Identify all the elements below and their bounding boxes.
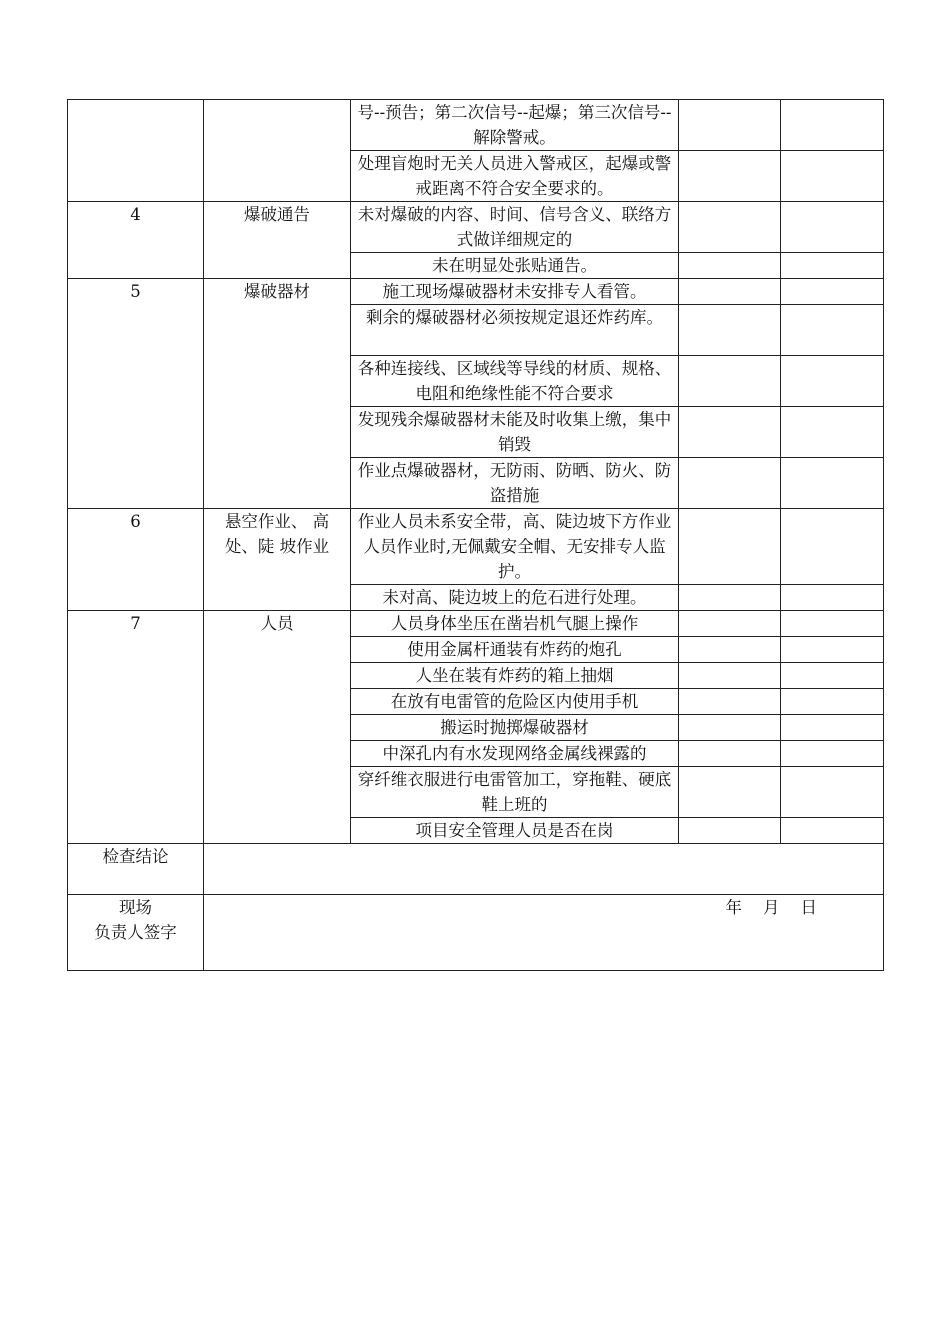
check-item: 未对高、陡边坡上的危石进行处理。 xyxy=(351,585,679,611)
table-row xyxy=(68,100,884,151)
table-row xyxy=(68,202,884,253)
remark-cell[interactable] xyxy=(781,767,884,818)
signature-field[interactable] xyxy=(204,895,884,971)
result-cell[interactable] xyxy=(679,305,781,356)
remark-cell[interactable] xyxy=(781,151,884,202)
remark-cell[interactable] xyxy=(781,279,884,305)
table-row xyxy=(68,611,884,637)
check-item: 人坐在装有炸药的箱上抽烟 xyxy=(351,663,679,689)
conclusion-field[interactable] xyxy=(204,844,884,895)
result-cell[interactable] xyxy=(679,689,781,715)
remark-cell[interactable] xyxy=(781,663,884,689)
remark-cell[interactable] xyxy=(781,509,884,585)
signature-label-line2: 负责人签字 xyxy=(94,923,177,942)
result-cell[interactable] xyxy=(679,741,781,767)
remark-cell[interactable] xyxy=(781,458,884,509)
section-category: 悬空作业、 高处、陡 坡作业 xyxy=(204,509,351,611)
check-item: 未在明显处张贴通告。 xyxy=(351,253,679,279)
remark-cell[interactable] xyxy=(781,818,884,844)
signature-row xyxy=(68,895,884,971)
check-item: 施工现场爆破器材未安排专人看管。 xyxy=(351,279,679,305)
check-item: 中深孔内有水发现网络金属线裸露的 xyxy=(351,741,679,767)
section-category: 爆破通告 xyxy=(204,202,351,279)
section-number: 5 xyxy=(68,279,204,509)
table-row xyxy=(68,279,884,305)
check-item: 作业点爆破器材，无防雨、防晒、防火、防盗措施 xyxy=(351,458,679,509)
date-text: 年 月 日 xyxy=(725,898,817,917)
conclusion-row xyxy=(68,844,884,895)
result-cell[interactable] xyxy=(679,715,781,741)
section-category xyxy=(204,100,351,202)
signature-label-line1: 现场 xyxy=(119,898,152,917)
check-item: 处理盲炮时无关人员进入警戒区，起爆或警戒距离不符合安全要求的。 xyxy=(351,151,679,202)
remark-cell[interactable] xyxy=(781,689,884,715)
section-category: 人员 xyxy=(204,611,351,844)
remark-cell[interactable] xyxy=(781,100,884,151)
check-item: 穿纤维衣服进行电雷管加工，穿拖鞋、硬底鞋上班的 xyxy=(351,767,679,818)
result-cell[interactable] xyxy=(679,253,781,279)
result-cell[interactable] xyxy=(679,202,781,253)
remark-cell[interactable] xyxy=(781,585,884,611)
remark-cell[interactable] xyxy=(781,741,884,767)
remark-cell[interactable] xyxy=(781,305,884,356)
check-item: 项目安全管理人员是否在岗 xyxy=(351,818,679,844)
signature-label xyxy=(68,895,204,971)
result-cell[interactable] xyxy=(679,279,781,305)
check-item: 剩余的爆破器材必须按规定退还炸药库。 xyxy=(351,305,679,356)
result-cell[interactable] xyxy=(679,818,781,844)
check-item: 作业人员未系安全带，高、陡边坡下方作业人员作业时,无佩戴安全帽、无安排专人监护。 xyxy=(351,509,679,585)
result-cell[interactable] xyxy=(679,637,781,663)
inspection-table xyxy=(67,99,884,971)
check-item: 使用金属杆通装有炸药的炮孔 xyxy=(351,637,679,663)
section-number: 4 xyxy=(68,202,204,279)
remark-cell[interactable] xyxy=(781,253,884,279)
result-cell[interactable] xyxy=(679,767,781,818)
remark-cell[interactable] xyxy=(781,637,884,663)
result-cell[interactable] xyxy=(679,458,781,509)
section-number xyxy=(68,100,204,202)
remark-cell[interactable] xyxy=(781,611,884,637)
check-item: 号--预告；第二次信号--起爆；第三次信号--解除警戒。 xyxy=(351,100,679,151)
check-item: 发现残余爆破器材未能及时收集上缴，集中销毁 xyxy=(351,407,679,458)
section-category: 爆破器材 xyxy=(204,279,351,509)
check-item: 未对爆破的内容、时间、信号含义、联络方式做详细规定的 xyxy=(351,202,679,253)
result-cell[interactable] xyxy=(679,611,781,637)
result-cell[interactable] xyxy=(679,100,781,151)
check-item: 各种连接线、区域线等导线的材质、规格、电阻和绝缘性能不符合要求 xyxy=(351,356,679,407)
result-cell[interactable] xyxy=(679,356,781,407)
result-cell[interactable] xyxy=(679,509,781,585)
result-cell[interactable] xyxy=(679,663,781,689)
check-item: 人员身体坐压在凿岩机气腿上操作 xyxy=(351,611,679,637)
result-cell[interactable] xyxy=(679,151,781,202)
check-item: 搬运时抛掷爆破器材 xyxy=(351,715,679,741)
table-row xyxy=(68,509,884,585)
remark-cell[interactable] xyxy=(781,202,884,253)
result-cell[interactable] xyxy=(679,407,781,458)
conclusion-label: 检查结论 xyxy=(68,844,204,895)
section-number: 7 xyxy=(68,611,204,844)
remark-cell[interactable] xyxy=(781,356,884,407)
result-cell[interactable] xyxy=(679,585,781,611)
check-item: 在放有电雷管的危险区内使用手机 xyxy=(351,689,679,715)
section-number: 6 xyxy=(68,509,204,611)
remark-cell[interactable] xyxy=(781,715,884,741)
remark-cell[interactable] xyxy=(781,407,884,458)
